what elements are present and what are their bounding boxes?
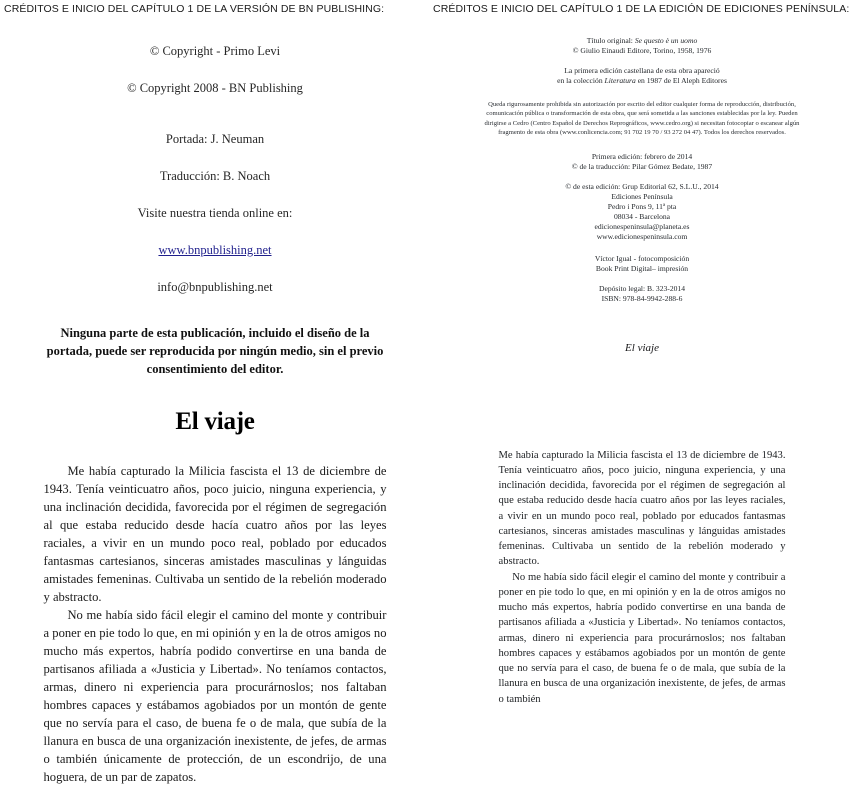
right-printing: Book Print Digital– impresión (595, 263, 689, 273)
right-first-castilian-line1: La primera edición castellana de esta obra apareció (564, 66, 720, 76)
left-store-link-wrap (0, 243, 430, 258)
right-chapter-title: El viaje (625, 341, 659, 354)
right-translation-copyright: © de la traducción: Pilar Gómez Bedate, 1987 (571, 161, 713, 171)
right-first-castilian-collection: Literatura (604, 76, 636, 86)
right-legal-notice: Queda rigurosamente prohibida sin autorización por escrito del editor cualquier forma de reproducción, distribución, comunicación pública o transformación de esta obra, que será sometida a las sanciones establecidas por la ley. Pueden dirigirse a Cedro (Centro Español de Derechos Reprográficos, www.cedro.org) si necesitan fotocopiar o escanear algún fragmento de esta obra (www.conlicencia.com; 91 702 19 70 / 93 272 04 47). Todos los derechos reservados. (484, 101, 800, 137)
right-original-publisher: © Giulio Einaudi Editore, Torino, 1958, 1976 (572, 46, 712, 56)
left-cover-credit: Portada: J. Neuman (165, 132, 265, 146)
right-isbn: ISBN: 978-84-9942-288-6 (601, 293, 683, 303)
right-first-castilian-pre: en la colección (557, 76, 603, 86)
right-original-title: Se questo è un uomo (634, 36, 698, 45)
right-original-title-line (430, 36, 854, 46)
right-column-peninsula (430, 26, 854, 705)
right-paragraph-1: Me había capturado la Milicia fascista el 13 de diciembre de 1943. Tenía veinticuatro años, poco juicio, ninguna experiencia, y una inclinación decidida, favorecida por el régimen de segregación al que estaba reducido desde hacía cuatro años por las leyes raciales, a vivir en un mundo poco real, poblado por educados fantasmas cartesianos, sinceras amistades masculinas y lánguidas amistades femeninas. Cultivaba un sentido de la rebelión moderado y abstracto. (498, 449, 786, 568)
left-copyright-publisher: © Copyright 2008 - BN Publishing (127, 81, 303, 95)
right-typesetting: Víctor Igual - fotocomposición (594, 253, 690, 263)
right-paragraph-2: No me había sido fácil elegir el camino del monte y contribuir a poner en pie todo lo que, en mi opinión y en la de otros amigos no mucho más expertos, habría podido convertirse en una banda de partisanos afiliada a «Justicia y Libertad». No teníamos contactos, armas, dinero ni experiencia para procurárnoslos; nos faltaban hombres capaces y estábamos agobiados por un montón de gente que no servía para el caso, de buena fe o de mala, que subía de la llanura en busca de una organización inexistente, de jefes, de armas o también (498, 571, 786, 705)
left-column-caption: CRÉDITOS E INICIO DEL CAPÍTULO 1 DE LA VERSIÓN DE BN PUBLISHING: (4, 3, 385, 15)
left-paragraph-1: Me había capturado la Milicia fascista el 13 de diciembre de 1943. Tenía veinticuatro años, poco juicio, ninguna experiencia, y una inclinación decidida, favorecida por el régimen de segregación al que estaba reducido desde hacía cuatro años por las leyes raciales, a vivir en un mundo poco real, poblado por educados fantasmas cartesianos, sinceras amistades masculinas y lánguidas amistades femeninas. Cultivaba un sentido de la rebelión moderado y abstracto. (43, 464, 387, 605)
right-edition-copyright: © de esta edición: Grup Editorial 62, S.L.U., 2014 (565, 181, 719, 191)
left-column-bn-publishing (0, 26, 430, 785)
left-translation-credit: Traducción: B. Noach (159, 169, 271, 183)
right-column-caption: CRÉDITOS E INICIO DEL CAPÍTULO 1 DE LA EDICIÓN DE EDICIONES PENÍNSULA: (433, 3, 850, 15)
left-email: info@bnpublishing.net (157, 280, 273, 294)
right-body-text (499, 448, 786, 707)
right-credits-block (430, 26, 854, 304)
left-chapter-title: El viaje (175, 408, 255, 436)
left-body-text (44, 462, 387, 786)
right-first-edition: Primera edición: febrero de 2014 (591, 151, 693, 161)
left-credits-block (0, 26, 430, 295)
left-paragraph-2: No me había sido fácil elegir el camino del monte y contribuir a poner en pie todo lo que, en mi opinión y en la de otros amigos no mucho más expertos, habría podido convertirse en una banda de partisanos afiliada a «Justicia y Libertad». No teníamos contactos, armas, dinero ni experiencia para procurárnoslos; nos faltaban hombres capaces y estábamos agobiados por un montón de gente que no servía para el caso, de buena fe o de mala, que subía de la llanura en busca de una organización inexistente, de jefes, de armas o también únicamente de protección, de un escondrijo, de una hoguera, de un par de zapatos. (43, 608, 387, 785)
right-legal-deposit: Depósito legal: B. 323-2014 (598, 283, 686, 293)
right-imprint: Ediciones Península (611, 191, 673, 201)
right-address-city: 08034 - Barcelona (613, 211, 671, 221)
right-website: www.edicionespeninsula.com (596, 231, 688, 241)
left-reproduction-notice: Ninguna parte de esta publicación, incluido el diseño de la portada, puede ser reproducida por ningún medio, sin el previo consentimiento del editor. (46, 326, 384, 376)
right-first-castilian-line2 (430, 76, 854, 86)
right-original-title-label: Título original: (586, 36, 633, 45)
right-address-street: Pedro i Pons 9, 11ª pta (607, 201, 677, 211)
store-url-link[interactable]: www.bnpublishing.net (158, 243, 272, 257)
right-email: edicionespeninsula@planeta.es (594, 221, 690, 231)
left-copyright-author: © Copyright - Primo Levi (149, 44, 281, 58)
left-store-intro: Visite nuestra tienda online en: (137, 206, 293, 220)
right-first-castilian-post: en 1987 de El Aleph Editores (637, 76, 727, 86)
